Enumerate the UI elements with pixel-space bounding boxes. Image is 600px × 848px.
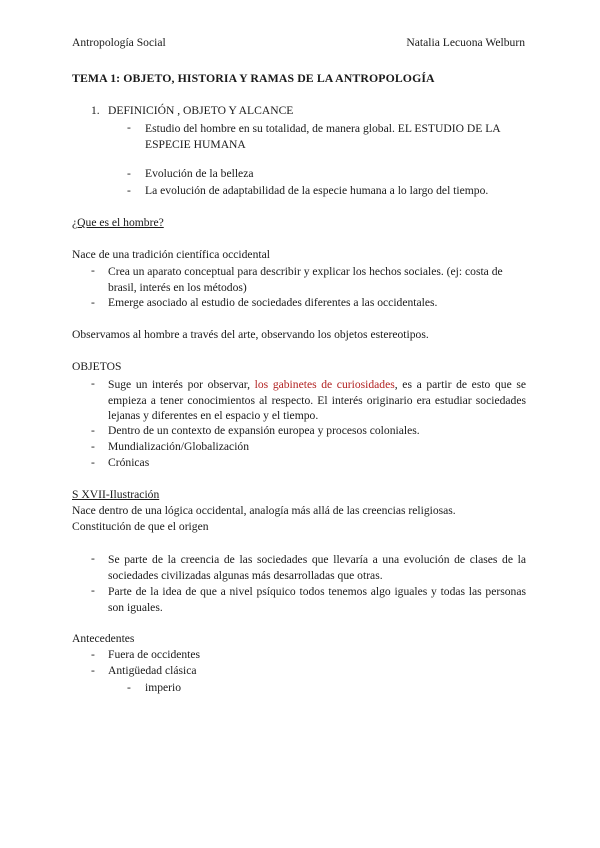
list-item: La evolución de adaptabilidad de la especie humana a lo largo del tiempo. — [145, 184, 489, 197]
bullet: - — [91, 440, 95, 453]
bullet: - — [91, 296, 95, 309]
header-left: Antropología Social — [72, 36, 166, 49]
list-item — [108, 377, 526, 424]
bullet: - — [91, 664, 95, 677]
list-item: Dentro de un contexto de expansión europea y procesos coloniales. — [108, 424, 420, 437]
paragraph: Nace dentro de una lógica occidental, analogía más allá de las creencias religiosas. — [72, 504, 456, 517]
bullet: - — [91, 456, 95, 469]
list-item: Fuera de occidentes — [108, 648, 201, 661]
highlight-text: los gabinetes de curiosidades — [254, 378, 395, 391]
section-heading: S XVII-Ilustración — [72, 488, 160, 501]
bullet: - — [91, 424, 95, 437]
bullet: - — [91, 264, 95, 277]
text: , es a partir de esto que se empieza a tener conocimientos al respecto. El interés originario era estudiar sociedades lejanas y diferentes en el espacio y el tiempo. — [108, 378, 527, 422]
question-heading: ¿Que es el hombre? — [72, 216, 164, 229]
list-item: Estudio del hombre en su totalidad, de manera global. EL ESTUDIO DE LA ESPECIE HUMANA — [145, 122, 501, 151]
bullet: - — [127, 167, 131, 180]
list-item: Crea un aparato conceptual para describir y explicar los hechos sociales. (ej: costa de brasil, interés en los métodos) — [108, 265, 503, 294]
bullet: - — [127, 681, 131, 694]
bullet: - — [127, 121, 131, 134]
bullet: - — [91, 377, 95, 390]
section-number: 1. — [91, 104, 100, 117]
list-item: Se parte de la creencia de las sociedades que llevaría a una evolución de clases de la sociedades civilizadas algunas más desarrolladas que otras. — [108, 553, 526, 582]
text: Suge un interés por observar, — [108, 378, 255, 391]
list-subitem: imperio — [145, 681, 182, 694]
bullet: - — [91, 648, 95, 661]
section-heading: Antecedentes — [72, 632, 135, 645]
bullet: - — [127, 184, 131, 197]
header-right: Natalia Lecuona Welburn — [406, 36, 525, 49]
list-item: Crónicas — [108, 456, 150, 469]
list-item: Parte de la idea de que a nivel psíquico todos tenemos algo iguales y todas las personas son iguales. — [108, 585, 526, 614]
bullet: - — [91, 584, 95, 597]
paragraph: Constitución de que el origen — [72, 520, 209, 533]
list-item: Emerge asociado al estudio de sociedades diferentes a las occidentales. — [108, 296, 438, 309]
list-item: Antigüedad clásica — [108, 664, 197, 677]
bullet: - — [91, 552, 95, 565]
section-heading: DEFINICIÓN , OBJETO Y ALCANCE — [108, 104, 294, 117]
section-heading: OBJETOS — [72, 360, 122, 373]
paragraph: Observamos al hombre a través del arte, observando los objetos estereotipos. — [72, 328, 429, 341]
page-title: TEMA 1: OBJETO, HISTORIA Y RAMAS DE LA ANTROPOLOGÍA — [72, 71, 435, 85]
paragraph: Nace de una tradición científica occidental — [72, 248, 270, 261]
list-item: Mundialización/Globalización — [108, 440, 250, 453]
list-item: Evolución de la belleza — [145, 167, 254, 180]
